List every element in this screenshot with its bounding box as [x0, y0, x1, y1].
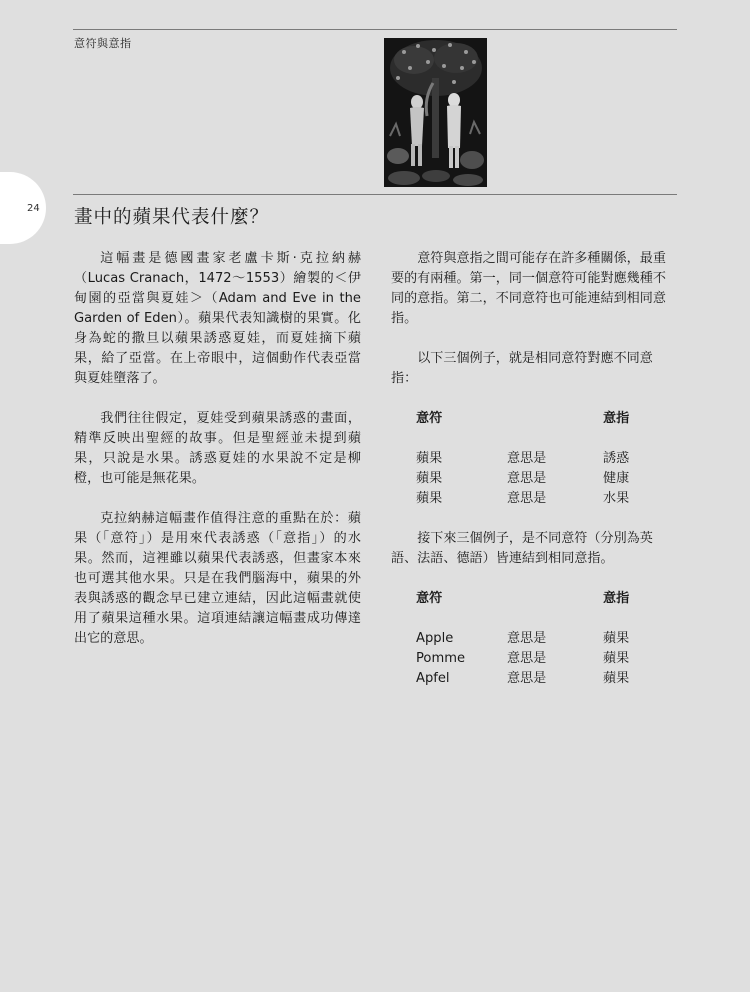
table-row [391, 629, 678, 649]
table-header-signified: 意指 [603, 411, 630, 426]
chapter-label: 意符與意指 [74, 37, 132, 50]
table-cell: 蘋果 [603, 631, 630, 646]
section-heading: 畫中的蘋果代表什麼？ [74, 207, 270, 228]
table-header [391, 409, 678, 429]
table-cell: Apfel [416, 671, 450, 686]
table-cell: 意思是 [507, 631, 547, 646]
table-cell: 意思是 [507, 491, 547, 506]
body-paragraph: 以下三個例子，就是相同意符對應不同意指： [391, 351, 653, 386]
body-paragraph: 克拉納赫這幅畫作值得注意的重點在於：蘋果（「意符」）是用來代表誘惑（「意指」）的水果。然而，這裡雖以蘋果代表誘惑，但畫家本來也可選其他水果。只是在我們腦海中，蘋果的外表與誘惑的觀念早已建立連結，因此這幅畫就使用了蘋果這種水果。這項連結讓這幅畫成功傳達出它的意思。 [74, 511, 361, 646]
table-cell: 蘋果 [416, 451, 443, 466]
body-paragraph: 這幅畫是德國畫家老盧卡斯·克拉納赫（Lucas Cranach，1472～1553）繪製的＜伊甸園的亞當與夏娃＞（Adam and Eve in the Garden of Eden）。蘋果代表知識樹的果實。化身為蛇的撒旦以蘋果誘惑夏娃，而夏娃摘下蘋果，給了亞當。在上帝眼中，這個動作代表亞當與夏娃墮落了。 [74, 251, 361, 386]
table-row [391, 469, 678, 489]
table-row [391, 489, 678, 509]
table-cell: 意思是 [507, 471, 547, 486]
table-row [391, 669, 678, 689]
body-paragraph: 意符與意指之間可能存在許多種關係，最重要的有兩種。第一，同一個意符可能對應幾種不同的意指。第二，不同意符也可能連結到相同意指。 [391, 251, 666, 326]
adam-and-eve-painting [384, 38, 487, 187]
table-row [391, 649, 678, 669]
table-cell: 誘惑 [603, 451, 630, 466]
table-cell: 意思是 [507, 671, 547, 686]
table-cell: 蘋果 [416, 491, 443, 506]
table-header-signifier: 意符 [416, 591, 443, 606]
table-cell: 水果 [603, 491, 630, 506]
table-row [391, 449, 678, 469]
left-column [74, 249, 361, 649]
table-cell: 意思是 [507, 451, 547, 466]
body-paragraph: 接下來三個例子，是不同意符（分別為英語、法語、德語）皆連結到相同意指。 [391, 531, 653, 566]
table-cell: 意思是 [507, 651, 547, 666]
table-cell: Pomme [416, 651, 466, 666]
table-header [391, 589, 678, 609]
table-cell: 蘋果 [603, 671, 630, 686]
right-column [391, 249, 678, 689]
section-rule [73, 194, 677, 195]
table-cell: Apple [416, 631, 454, 646]
table-cell: 健康 [603, 471, 630, 486]
table-cell: 蘋果 [603, 651, 630, 666]
top-rule [73, 29, 677, 30]
table-header-signifier: 意符 [416, 411, 443, 426]
table-cell: 蘋果 [416, 471, 443, 486]
body-paragraph: 我們往往假定，夏娃受到蘋果誘惑的畫面，精準反映出聖經的故事。但是聖經並未提到蘋果，只說是水果。誘惑夏娃的水果說不定是柳橙，也可能是無花果。 [74, 411, 361, 486]
table-header-signified: 意指 [603, 591, 630, 606]
page-number: 24 [27, 203, 40, 214]
